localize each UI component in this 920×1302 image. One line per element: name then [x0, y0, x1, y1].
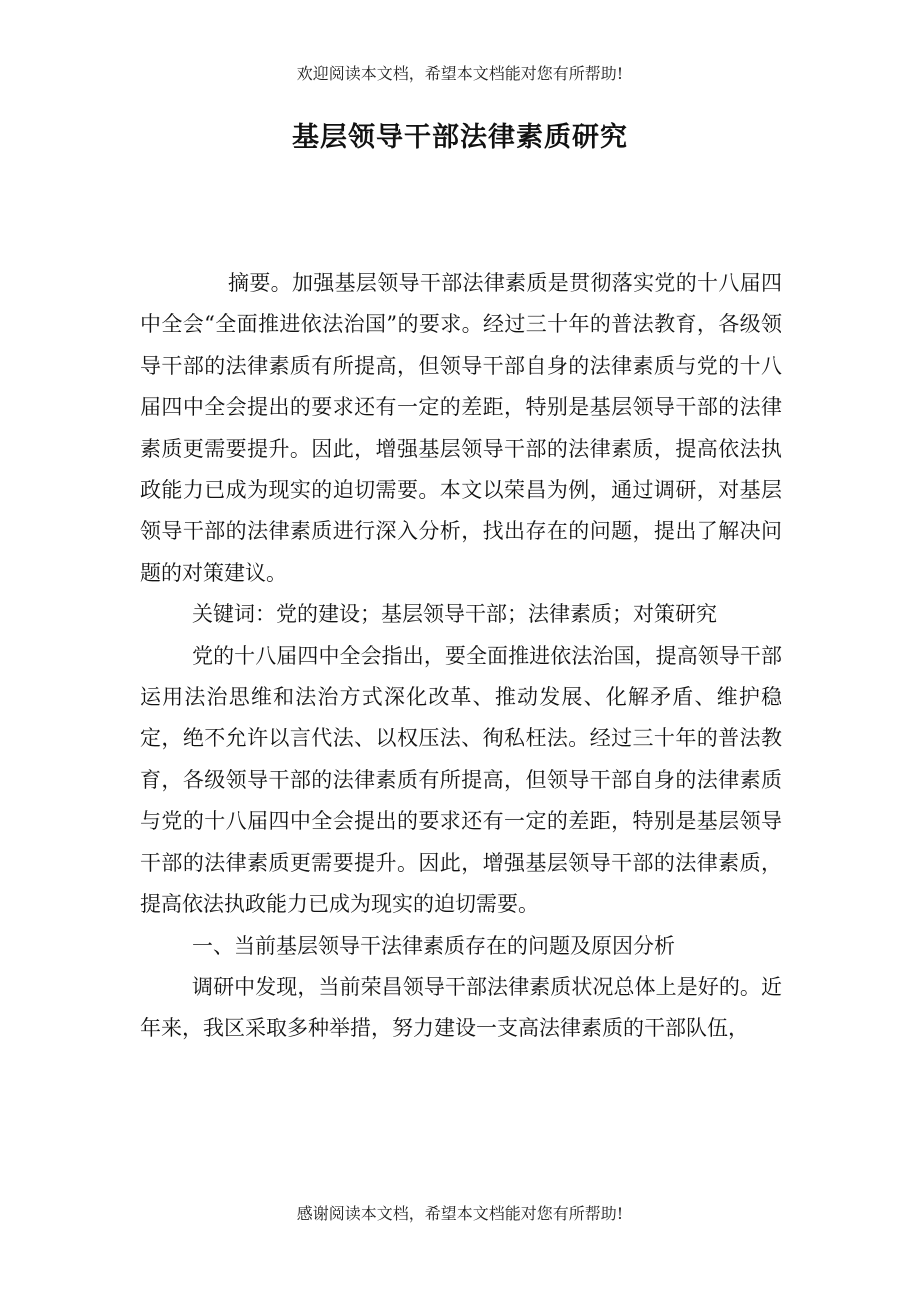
header-note: 欢迎阅读本文档，希望本文档能对您有所帮助!	[296, 64, 624, 83]
body-paragraph-2: 调研中发现，当前荣昌领导干部法律素质状况总体上是好的。近年来，我区采取多种举措，努力建设一支高法律素质的干部队伍，	[140, 974, 782, 1041]
keywords-paragraph: 关键词：党的建设；基层领导干部；法律素质；对策研究	[192, 602, 717, 627]
body-paragraph-1: 党的十八届四中全会指出，要全面推进依法治国，提高领导干部运用法治思维和法治方式深化改革、推动发展、化解矛盾、维护稳定，绝不允许以言代法、以权压法、徇私枉法。经过三十年的普法教育，各级领导干部的法律素质有所提高，但领导干部自身的法律素质与党的十八届四中全会提出的要求还有一定的差距，特别是基层领导干部的法律素质更需要提升。因此，增强基层领导干部的法律素质，提高依法执政能力已成为现实的迫切需要。	[140, 643, 782, 917]
footer-note: 感谢阅读本文档，希望本文档能对您有所帮助!	[296, 1204, 624, 1223]
document-body	[140, 263, 782, 1050]
section-heading: 一、当前基层领导干法律素质存在的问题及原因分析	[192, 933, 675, 958]
abstract-paragraph: 摘要。加强基层领导干部法律素质是贯彻落实党的十八届四中全会“全面推进依法治国”的要求。经过三十年的普法教育，各级领导干部的法律素质有所提高，但领导干部自身的法律素质与党的十八届四中全会提出的要求还有一定的差距，特别是基层领导干部的法律素质更需要提升。因此，增强基层领导干部的法律素质，提高依法执政能力已成为现实的迫切需要。本文以荣昌为例，通过调研，对基层领导干部的法律素质进行深入分析，找出存在的问题，提出了解决问题的对策建议。	[140, 271, 782, 585]
document-title: 基层领导干部法律素质研究	[292, 122, 628, 153]
